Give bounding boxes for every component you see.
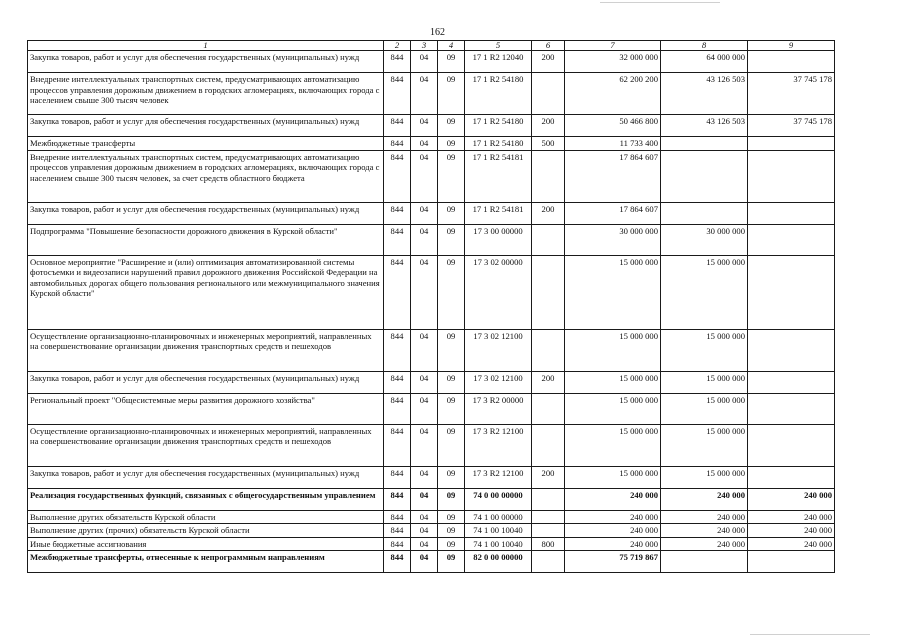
target-article-cell: 17 1 R2 54180 bbox=[465, 137, 532, 151]
amount-year3-cell: 37 745 178 bbox=[748, 115, 835, 137]
amount-year1-cell: 15 000 000 bbox=[565, 371, 661, 393]
subsection-cell: 09 bbox=[438, 424, 465, 466]
amount-year3-cell bbox=[748, 466, 835, 488]
grbs-cell: 844 bbox=[384, 510, 411, 524]
row-name-cell: Региональный проект "Общесистемные меры развития дорожного хозяйства" bbox=[28, 393, 384, 424]
header-cell: 5 bbox=[465, 41, 532, 51]
target-article-cell: 74 0 00 00000 bbox=[465, 488, 532, 510]
section-cell: 04 bbox=[411, 115, 438, 137]
section-cell: 04 bbox=[411, 424, 438, 466]
amount-year2-cell: 64 000 000 bbox=[661, 51, 748, 73]
target-article-cell: 17 1 R2 12040 bbox=[465, 51, 532, 73]
grbs-cell: 844 bbox=[384, 150, 411, 202]
section-cell: 04 bbox=[411, 202, 438, 224]
amount-year2-cell: 15 000 000 bbox=[661, 466, 748, 488]
grbs-cell: 844 bbox=[384, 537, 411, 551]
row-name-cell: Закупка товаров, работ и услуг для обеспечения государственных (муниципальных) нужд bbox=[28, 466, 384, 488]
amount-year1-cell: 240 000 bbox=[565, 510, 661, 524]
expense-type-cell bbox=[532, 255, 565, 329]
amount-year3-cell bbox=[748, 424, 835, 466]
amount-year1-cell: 240 000 bbox=[565, 488, 661, 510]
table-row bbox=[28, 51, 835, 73]
target-article-cell: 17 3 02 12100 bbox=[465, 329, 532, 371]
subsection-cell: 09 bbox=[438, 466, 465, 488]
table-row bbox=[28, 551, 835, 573]
scan-artifact bbox=[600, 2, 720, 3]
grbs-cell: 844 bbox=[384, 137, 411, 151]
target-article-cell: 17 3 R2 00000 bbox=[465, 393, 532, 424]
amount-year2-cell: 43 126 503 bbox=[661, 73, 748, 115]
expense-type-cell bbox=[532, 524, 565, 538]
section-cell: 04 bbox=[411, 466, 438, 488]
table-row bbox=[28, 524, 835, 538]
table-row bbox=[28, 424, 835, 466]
target-article-cell: 17 1 R2 54180 bbox=[465, 73, 532, 115]
header-cell: 7 bbox=[565, 41, 661, 51]
amount-year3-cell bbox=[748, 393, 835, 424]
amount-year2-cell: 15 000 000 bbox=[661, 371, 748, 393]
amount-year1-cell: 15 000 000 bbox=[565, 393, 661, 424]
expense-type-cell bbox=[532, 424, 565, 466]
grbs-cell: 844 bbox=[384, 466, 411, 488]
grbs-cell: 844 bbox=[384, 393, 411, 424]
amount-year1-cell: 17 864 607 bbox=[565, 150, 661, 202]
table-row bbox=[28, 510, 835, 524]
amount-year2-cell: 240 000 bbox=[661, 510, 748, 524]
subsection-cell: 09 bbox=[438, 73, 465, 115]
row-name-cell: Иные бюджетные ассигнования bbox=[28, 537, 384, 551]
expense-type-cell bbox=[532, 488, 565, 510]
amount-year2-cell bbox=[661, 137, 748, 151]
row-name-cell: Закупка товаров, работ и услуг для обеспечения государственных (муниципальных) нужд bbox=[28, 371, 384, 393]
amount-year2-cell: 30 000 000 bbox=[661, 224, 748, 255]
section-cell: 04 bbox=[411, 255, 438, 329]
header-cell: 8 bbox=[661, 41, 748, 51]
amount-year3-cell bbox=[748, 329, 835, 371]
amount-year3-cell: 240 000 bbox=[748, 537, 835, 551]
table-row bbox=[28, 371, 835, 393]
row-name-cell: Реализация государственных функций, связанных с общегосударственным управлением bbox=[28, 488, 384, 510]
amount-year1-cell: 75 719 867 bbox=[565, 551, 661, 573]
section-cell: 04 bbox=[411, 224, 438, 255]
amount-year2-cell: 15 000 000 bbox=[661, 393, 748, 424]
amount-year2-cell: 240 000 bbox=[661, 524, 748, 538]
subsection-cell: 09 bbox=[438, 393, 465, 424]
amount-year3-cell bbox=[748, 551, 835, 573]
grbs-cell: 844 bbox=[384, 255, 411, 329]
amount-year3-cell bbox=[748, 371, 835, 393]
target-article-cell: 17 3 R2 12100 bbox=[465, 466, 532, 488]
table-row bbox=[28, 224, 835, 255]
target-article-cell: 74 1 00 00000 bbox=[465, 510, 532, 524]
amount-year2-cell: 15 000 000 bbox=[661, 329, 748, 371]
section-cell: 04 bbox=[411, 537, 438, 551]
section-cell: 04 bbox=[411, 329, 438, 371]
row-name-cell: Осуществление организационно-планировочных и инженерных мероприятий, направленных на совершенствование организации движения транспортных средств и пешеходов bbox=[28, 329, 384, 371]
table-row bbox=[28, 537, 835, 551]
grbs-cell: 844 bbox=[384, 524, 411, 538]
target-article-cell: 17 1 R2 54180 bbox=[465, 115, 532, 137]
section-cell: 04 bbox=[411, 488, 438, 510]
amount-year2-cell: 240 000 bbox=[661, 537, 748, 551]
amount-year3-cell: 240 000 bbox=[748, 510, 835, 524]
target-article-cell: 17 3 02 00000 bbox=[465, 255, 532, 329]
grbs-cell: 844 bbox=[384, 202, 411, 224]
amount-year1-cell: 32 000 000 bbox=[565, 51, 661, 73]
header-cell: 6 bbox=[532, 41, 565, 51]
expense-type-cell: 500 bbox=[532, 137, 565, 151]
expense-type-cell bbox=[532, 329, 565, 371]
table-row bbox=[28, 137, 835, 151]
amount-year1-cell: 50 466 800 bbox=[565, 115, 661, 137]
section-cell: 04 bbox=[411, 551, 438, 573]
grbs-cell: 844 bbox=[384, 73, 411, 115]
subsection-cell: 09 bbox=[438, 371, 465, 393]
table-row bbox=[28, 488, 835, 510]
amount-year1-cell: 15 000 000 bbox=[565, 466, 661, 488]
expense-type-cell bbox=[532, 73, 565, 115]
amount-year3-cell: 37 745 178 bbox=[748, 73, 835, 115]
header-cell: 1 bbox=[28, 41, 384, 51]
subsection-cell: 09 bbox=[438, 537, 465, 551]
subsection-cell: 09 bbox=[438, 51, 465, 73]
section-cell: 04 bbox=[411, 524, 438, 538]
expense-type-cell: 200 bbox=[532, 466, 565, 488]
header-cell: 3 bbox=[411, 41, 438, 51]
subsection-cell: 09 bbox=[438, 551, 465, 573]
subsection-cell: 09 bbox=[438, 202, 465, 224]
expense-type-cell bbox=[532, 551, 565, 573]
header-cell: 4 bbox=[438, 41, 465, 51]
row-name-cell: Выполнение других (прочих) обязательств Курской области bbox=[28, 524, 384, 538]
amount-year1-cell: 240 000 bbox=[565, 524, 661, 538]
section-cell: 04 bbox=[411, 73, 438, 115]
table-row bbox=[28, 466, 835, 488]
expense-type-cell bbox=[532, 393, 565, 424]
grbs-cell: 844 bbox=[384, 424, 411, 466]
amount-year2-cell: 15 000 000 bbox=[661, 424, 748, 466]
amount-year2-cell: 43 126 503 bbox=[661, 115, 748, 137]
amount-year1-cell: 30 000 000 bbox=[565, 224, 661, 255]
target-article-cell: 82 0 00 00000 bbox=[465, 551, 532, 573]
expense-type-cell: 200 bbox=[532, 202, 565, 224]
table-row bbox=[28, 255, 835, 329]
target-article-cell: 17 3 00 00000 bbox=[465, 224, 532, 255]
expense-type-cell: 200 bbox=[532, 371, 565, 393]
grbs-cell: 844 bbox=[384, 329, 411, 371]
amount-year3-cell bbox=[748, 51, 835, 73]
budget-table bbox=[27, 40, 835, 573]
section-cell: 04 bbox=[411, 137, 438, 151]
amount-year2-cell: 240 000 bbox=[661, 488, 748, 510]
amount-year3-cell bbox=[748, 150, 835, 202]
target-article-cell: 74 1 00 10040 bbox=[465, 524, 532, 538]
amount-year1-cell: 11 733 400 bbox=[565, 137, 661, 151]
expense-type-cell bbox=[532, 510, 565, 524]
table-row bbox=[28, 393, 835, 424]
grbs-cell: 844 bbox=[384, 488, 411, 510]
subsection-cell: 09 bbox=[438, 488, 465, 510]
amount-year2-cell bbox=[661, 551, 748, 573]
row-name-cell: Закупка товаров, работ и услуг для обеспечения государственных (муниципальных) нужд bbox=[28, 51, 384, 73]
header-cell: 2 bbox=[384, 41, 411, 51]
amount-year3-cell bbox=[748, 137, 835, 151]
section-cell: 04 bbox=[411, 393, 438, 424]
expense-type-cell: 800 bbox=[532, 537, 565, 551]
row-name-cell: Подпрограмма "Повышение безопасности дорожного движения в Курской области" bbox=[28, 224, 384, 255]
amount-year1-cell: 62 200 200 bbox=[565, 73, 661, 115]
row-name-cell: Межбюджетные трансферты, отнесенные к непрограммным направлениям bbox=[28, 551, 384, 573]
row-name-cell: Внедрение интеллектуальных транспортных систем, предусматривающих автоматизацию процессов управления дорожным движением в городских агломерациях, включающих города с населением свыше 300 тысяч человек, за счет средств областного бюджета bbox=[28, 150, 384, 202]
amount-year3-cell bbox=[748, 202, 835, 224]
table-body bbox=[28, 41, 835, 573]
expense-type-cell bbox=[532, 224, 565, 255]
amount-year1-cell: 15 000 000 bbox=[565, 255, 661, 329]
page-number: 162 bbox=[430, 27, 445, 38]
header-cell: 9 bbox=[748, 41, 835, 51]
subsection-cell: 09 bbox=[438, 329, 465, 371]
expense-type-cell: 200 bbox=[532, 115, 565, 137]
row-name-cell: Выполнение других обязательств Курской области bbox=[28, 510, 384, 524]
row-name-cell: Осуществление организационно-планировочных и инженерных мероприятий, направленных на совершенствование организации движения транспортных средств и пешеходов bbox=[28, 424, 384, 466]
grbs-cell: 844 bbox=[384, 51, 411, 73]
subsection-cell: 09 bbox=[438, 224, 465, 255]
amount-year1-cell: 240 000 bbox=[565, 537, 661, 551]
table-row bbox=[28, 73, 835, 115]
section-cell: 04 bbox=[411, 51, 438, 73]
subsection-cell: 09 bbox=[438, 115, 465, 137]
grbs-cell: 844 bbox=[384, 115, 411, 137]
grbs-cell: 844 bbox=[384, 224, 411, 255]
row-name-cell: Основное мероприятие "Расширение и (или) оптимизация автоматизированной системы фотосъемки и видеозаписи нарушений правил дорожного движения Российской Федерации на автомобильных дорогах общего пользования регионального или межмуниципального значения Курской области" bbox=[28, 255, 384, 329]
subsection-cell: 09 bbox=[438, 524, 465, 538]
row-name-cell: Внедрение интеллектуальных транспортных систем, предусматривающих автоматизацию процессов управления дорожным движением в городских агломерациях, включающих города с населением свыше 300 тысяч человек bbox=[28, 73, 384, 115]
section-cell: 04 bbox=[411, 150, 438, 202]
amount-year1-cell: 15 000 000 bbox=[565, 424, 661, 466]
expense-type-cell: 200 bbox=[532, 51, 565, 73]
scan-artifact bbox=[750, 634, 870, 635]
target-article-cell: 17 1 R2 54181 bbox=[465, 150, 532, 202]
row-name-cell: Межбюджетные трансферты bbox=[28, 137, 384, 151]
target-article-cell: 17 3 02 12100 bbox=[465, 371, 532, 393]
target-article-cell: 17 3 R2 12100 bbox=[465, 424, 532, 466]
target-article-cell: 74 1 00 10040 bbox=[465, 537, 532, 551]
row-name-cell: Закупка товаров, работ и услуг для обеспечения государственных (муниципальных) нужд bbox=[28, 202, 384, 224]
subsection-cell: 09 bbox=[438, 510, 465, 524]
table-row bbox=[28, 329, 835, 371]
row-name-cell: Закупка товаров, работ и услуг для обеспечения государственных (муниципальных) нужд bbox=[28, 115, 384, 137]
table-row bbox=[28, 202, 835, 224]
section-cell: 04 bbox=[411, 371, 438, 393]
amount-year1-cell: 15 000 000 bbox=[565, 329, 661, 371]
subsection-cell: 09 bbox=[438, 150, 465, 202]
target-article-cell: 17 1 R2 54181 bbox=[465, 202, 532, 224]
grbs-cell: 844 bbox=[384, 371, 411, 393]
section-cell: 04 bbox=[411, 510, 438, 524]
subsection-cell: 09 bbox=[438, 255, 465, 329]
header-row bbox=[28, 41, 835, 51]
amount-year3-cell bbox=[748, 224, 835, 255]
subsection-cell: 09 bbox=[438, 137, 465, 151]
amount-year2-cell bbox=[661, 150, 748, 202]
expense-type-cell bbox=[532, 150, 565, 202]
table-row bbox=[28, 150, 835, 202]
amount-year2-cell: 15 000 000 bbox=[661, 255, 748, 329]
amount-year2-cell bbox=[661, 202, 748, 224]
amount-year3-cell bbox=[748, 255, 835, 329]
amount-year1-cell: 17 864 607 bbox=[565, 202, 661, 224]
amount-year3-cell: 240 000 bbox=[748, 524, 835, 538]
grbs-cell: 844 bbox=[384, 551, 411, 573]
amount-year3-cell: 240 000 bbox=[748, 488, 835, 510]
table-row bbox=[28, 115, 835, 137]
